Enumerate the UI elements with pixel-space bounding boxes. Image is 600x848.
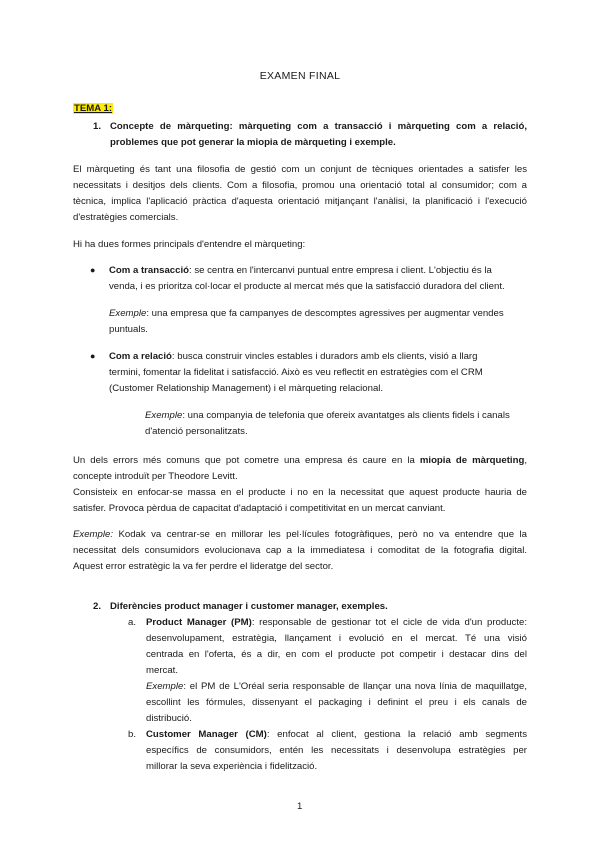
example-text: : el PM de L'Oréal seria responsable de llançar una nova línia de maquillatge, bbox=[183, 681, 527, 692]
list-line: centrada en l'oferta, és a dir, en com el producte pot competir i destacar dins del bbox=[146, 649, 527, 660]
list-line bbox=[146, 726, 527, 743]
list-line bbox=[146, 614, 527, 631]
question-1-line: problemes que pot generar la miopia de màrqueting i exemple. bbox=[110, 137, 396, 148]
paragraph-text: Un dels errors més comuns que pot cometre una empresa és caure en la bbox=[73, 455, 420, 466]
list-term: Customer Manager (CM) bbox=[146, 729, 267, 740]
paragraph-line: d'estratègies comercials. bbox=[73, 212, 179, 223]
bullet-line bbox=[109, 348, 477, 365]
example-line bbox=[145, 407, 510, 424]
miopia-term: miopia de màrqueting bbox=[419, 455, 525, 466]
example-text: : una empresa que fa campanyes de descomptes agressives per augmentar vendes bbox=[146, 308, 504, 319]
paragraph-line: Aquest error estratègic la va fer perdre el lideratge del sector. bbox=[73, 561, 334, 572]
example-label: Exemple bbox=[109, 308, 147, 319]
tema-label: TEMA 1: bbox=[74, 103, 113, 114]
paragraph-text: Kodak va centrar-se en millorar les pel·lícules fotogràfiques, però no va entendre que la bbox=[113, 529, 527, 540]
paragraph-line: Hi ha dues formes principals d'entendre el màrqueting: bbox=[73, 239, 306, 250]
question-number: 2. bbox=[93, 601, 102, 612]
paragraph-line: tècnica, implica l'aplicació pràctica d'aquesta orientació mitjançant l'anàlisi, la planificació i l'execució bbox=[73, 196, 527, 207]
bullet-line: (Customer Relationship Management) i el màrqueting relacional. bbox=[109, 383, 384, 394]
list-line: millorar la seva experiència i fidelització. bbox=[146, 761, 318, 772]
example-text: : una companyia de telefonia que ofereix avantatges als clients fidels i canals bbox=[182, 410, 510, 421]
paragraph-line: Consisteix en enfocar-se massa en el producte i no en la necessitat que aquest producte hauria de bbox=[73, 487, 527, 498]
list-text: : enfocat al client, gestiona la relació amb segments bbox=[266, 729, 528, 740]
paragraph-line: necessitat dels consumidors evolucionava cap a la immediatesa i comoditat de la fotografia digital. bbox=[73, 545, 527, 556]
list-line: mercat. bbox=[146, 665, 178, 676]
list-letter: a. bbox=[128, 617, 137, 628]
example-label: Exemple bbox=[145, 410, 183, 421]
question-number: 1. bbox=[93, 121, 102, 132]
bullet-term: Com a transacció bbox=[109, 265, 189, 276]
bullet-icon: ● bbox=[90, 351, 96, 361]
list-text: : responsable de gestionar tot el cicle de vida d'un producte: bbox=[251, 617, 527, 628]
example-line bbox=[146, 678, 527, 695]
bullet-text: : se centra en l'intercanvi puntual entre empresa i client. L'objectiu és la bbox=[188, 265, 492, 276]
paragraph-line: El màrqueting és tant una filosofia de gestió com un conjunt de tècniques orientades a satisfer les bbox=[73, 164, 527, 175]
bullet-line: termini, fomentar la fidelitat i satisfacció. Això es veu reflectit en estratègies com el CRM bbox=[109, 367, 483, 378]
bullet-term: Com a relació bbox=[109, 351, 172, 362]
page-title: EXAMEN FINAL bbox=[259, 70, 341, 82]
paragraph-line: concepte introduït per Theodore Levitt. bbox=[73, 471, 238, 482]
bullet-icon: ● bbox=[90, 265, 96, 275]
example-label: Exemple bbox=[146, 681, 184, 692]
example-line: distribució. bbox=[146, 713, 192, 724]
paragraph-line: necessitats i desitjos dels clients. Com a filosofia, promou una orientació total al consumidor; com a bbox=[73, 180, 527, 191]
example-label: Exemple: bbox=[73, 529, 113, 540]
list-line: desenvolupament, estratègia, llançament i evolució en el mercat. Té una visió bbox=[146, 633, 527, 644]
paragraph-line bbox=[73, 452, 527, 469]
list-line: específics de consumidors, entén les necessitats i desenvolupa estratègies per bbox=[146, 745, 527, 756]
bullet-line: venda, i es prioritza col·locar el producte al mercat més que la satisfacció duradora del client. bbox=[109, 281, 505, 292]
section-label bbox=[73, 100, 113, 117]
example-line: escollint les fórmules, dissenyant el packaging i definint el preu i els canals de bbox=[146, 697, 527, 708]
example-line: d'atenció personalitzats. bbox=[145, 426, 248, 437]
question-1-line: Concepte de màrqueting: màrqueting com a transacció i màrqueting com a relació, bbox=[110, 121, 527, 132]
page-number: 1 bbox=[297, 801, 303, 812]
paragraph-text: , bbox=[524, 455, 527, 466]
question-2-line: Diferències product manager i customer manager, exemples. bbox=[110, 601, 388, 612]
list-letter: b. bbox=[128, 729, 137, 740]
example-line: puntuals. bbox=[109, 324, 148, 335]
bullet-text: : busca construir vincles estables i duradors amb els clients, visió a llarg bbox=[171, 351, 478, 362]
list-term: Product Manager (PM) bbox=[146, 617, 252, 628]
paragraph-line: satisfer. Provoca pèrdua de capacitat d'adaptació i competitivitat en un mercat canviant. bbox=[73, 503, 446, 514]
paragraph-line bbox=[73, 526, 527, 543]
example-line bbox=[109, 305, 504, 322]
bullet-line bbox=[109, 262, 492, 279]
